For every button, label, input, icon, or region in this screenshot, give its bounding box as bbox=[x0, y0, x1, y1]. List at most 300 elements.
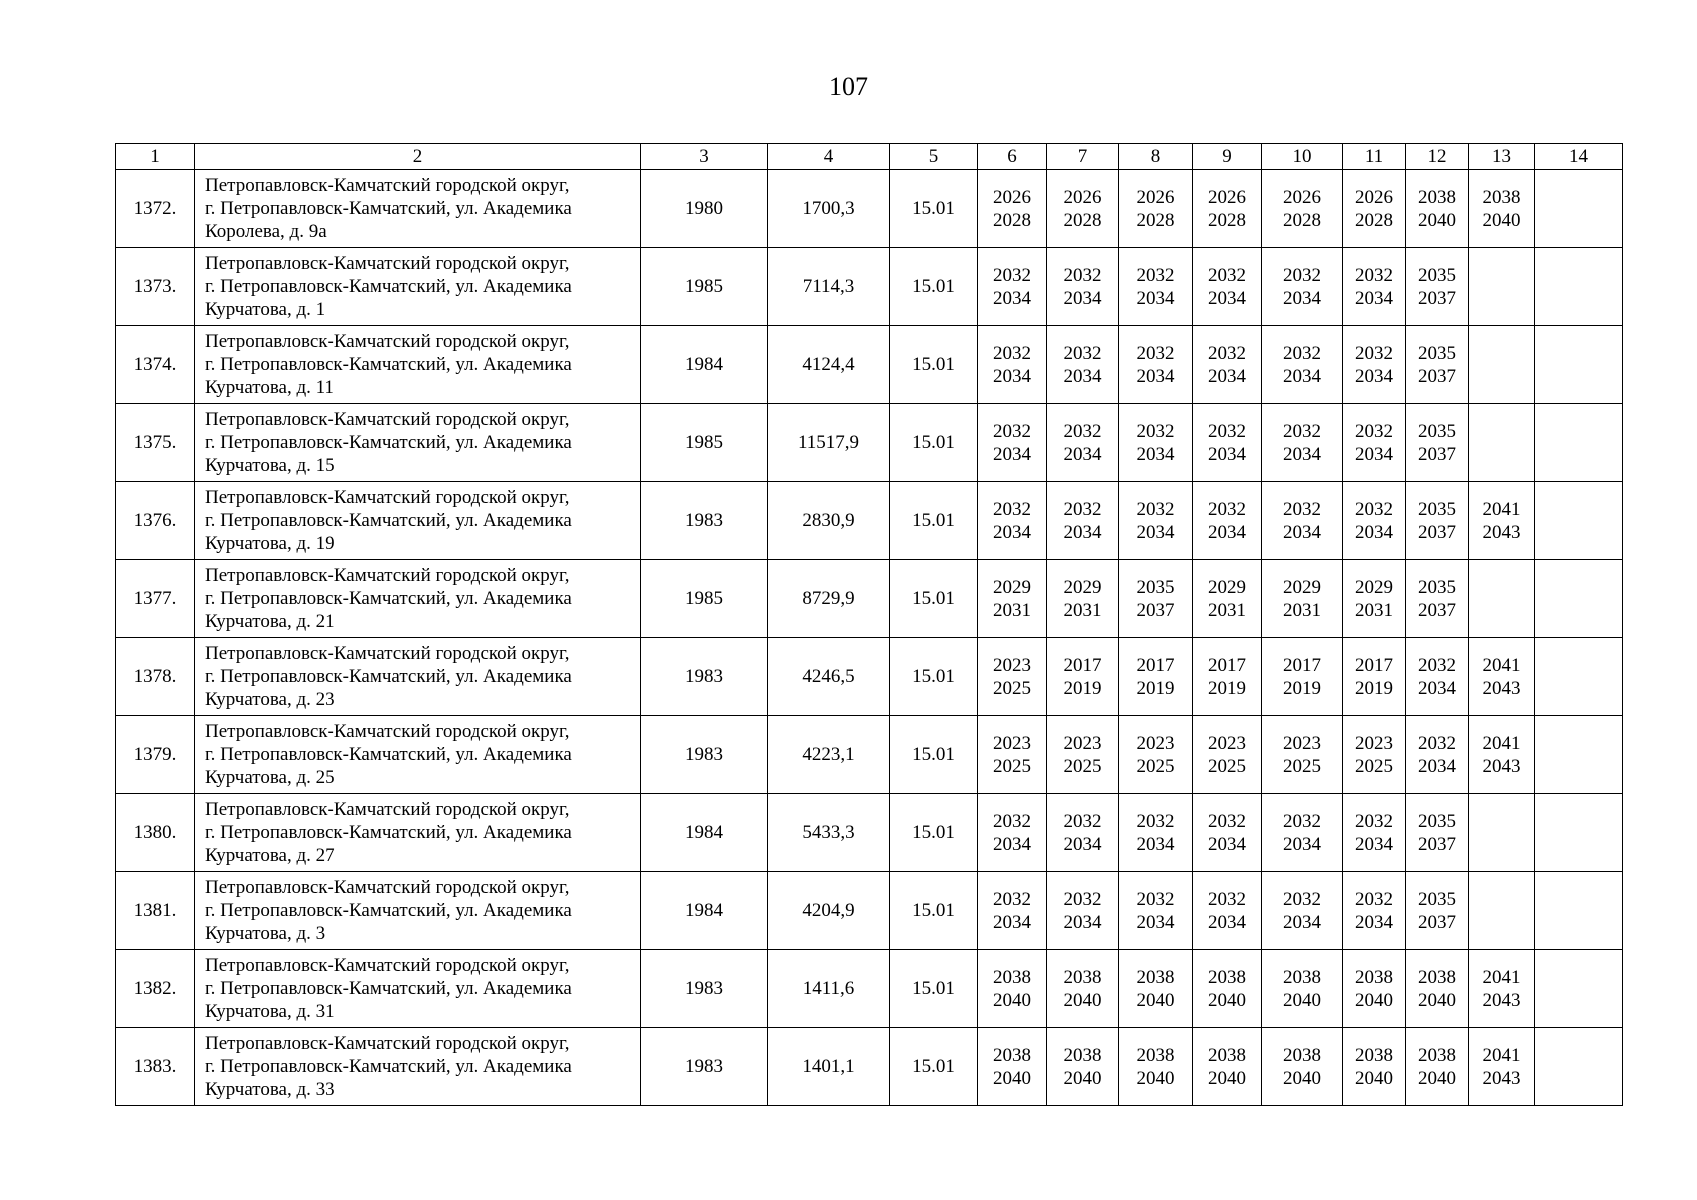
period-end: 2034 bbox=[1283, 287, 1321, 309]
period-cell bbox=[1193, 404, 1262, 482]
column-header: 9 bbox=[1193, 144, 1262, 170]
period-cell bbox=[978, 638, 1047, 716]
period-end: 2019 bbox=[1208, 677, 1246, 699]
period-cell bbox=[1343, 794, 1406, 872]
area-value: 2830,9 bbox=[768, 482, 890, 560]
table-row bbox=[116, 872, 1623, 950]
period-cell bbox=[1119, 482, 1193, 560]
table-row bbox=[116, 638, 1623, 716]
period-end: 2034 bbox=[1208, 911, 1246, 933]
period-start: 2038 bbox=[1208, 966, 1246, 988]
column-header: 7 bbox=[1047, 144, 1119, 170]
period-start: 2029 bbox=[993, 576, 1031, 598]
address-line: г. Петропавловск-Камчатский, ул. Академика bbox=[205, 432, 572, 453]
area-value: 1411,6 bbox=[768, 950, 890, 1028]
period-cell bbox=[1469, 560, 1535, 638]
build-year: 1983 bbox=[641, 638, 768, 716]
period-cell bbox=[1119, 326, 1193, 404]
period-start: 2038 bbox=[1355, 966, 1393, 988]
column-header: 2 bbox=[195, 144, 641, 170]
build-year: 1984 bbox=[641, 326, 768, 404]
period-end: 2034 bbox=[1136, 521, 1175, 543]
code-value: 15.01 bbox=[890, 248, 978, 326]
period-start: 2026 bbox=[1136, 186, 1175, 208]
period-end: 2034 bbox=[1418, 755, 1456, 777]
period-end: 2034 bbox=[993, 443, 1031, 465]
period-cell bbox=[978, 716, 1047, 794]
period-cell bbox=[1193, 248, 1262, 326]
period-start: 2032 bbox=[993, 342, 1031, 364]
build-year: 1984 bbox=[641, 794, 768, 872]
period-cell bbox=[1119, 248, 1193, 326]
period-cell bbox=[1535, 248, 1623, 326]
period-end: 2025 bbox=[1136, 755, 1175, 777]
period-start: 2041 bbox=[1482, 654, 1521, 676]
period-end: 2034 bbox=[1418, 677, 1456, 699]
period-start: 2032 bbox=[1063, 264, 1102, 286]
area-value: 8729,9 bbox=[768, 560, 890, 638]
period-end: 2028 bbox=[1283, 209, 1321, 231]
period-cell bbox=[1193, 638, 1262, 716]
period-cell bbox=[1119, 560, 1193, 638]
period-start: 2026 bbox=[1208, 186, 1246, 208]
period-cell bbox=[1406, 950, 1469, 1028]
table-row bbox=[116, 404, 1623, 482]
code-value: 15.01 bbox=[890, 482, 978, 560]
period-start: 2032 bbox=[993, 498, 1031, 520]
period-cell bbox=[1193, 170, 1262, 248]
period-start: 2026 bbox=[1355, 186, 1393, 208]
period-start: 2035 bbox=[1418, 810, 1456, 832]
address-line: Петропавловск-Камчатский городской округ, bbox=[205, 1033, 570, 1054]
period-start: 2032 bbox=[1136, 498, 1175, 520]
address-cell bbox=[195, 170, 641, 248]
period-cell bbox=[1047, 170, 1119, 248]
period-start: 2032 bbox=[1208, 342, 1246, 364]
period-cell bbox=[1262, 716, 1343, 794]
period-end: 2028 bbox=[993, 209, 1031, 231]
period-end: 2034 bbox=[993, 521, 1031, 543]
period-cell bbox=[1343, 1028, 1406, 1106]
period-start: 2041 bbox=[1482, 498, 1521, 520]
period-end: 2025 bbox=[1063, 755, 1102, 777]
period-end: 2040 bbox=[1355, 989, 1393, 1011]
address-line: г. Петропавловск-Камчатский, ул. Академика bbox=[205, 666, 572, 687]
period-start: 2032 bbox=[993, 810, 1031, 832]
column-header: 13 bbox=[1469, 144, 1535, 170]
period-end: 2037 bbox=[1418, 365, 1456, 387]
period-cell bbox=[1119, 1028, 1193, 1106]
period-cell bbox=[1469, 326, 1535, 404]
address-line: г. Петропавловск-Камчатский, ул. Академика bbox=[205, 900, 572, 921]
address-line: Петропавловск-Камчатский городской округ, bbox=[205, 253, 570, 274]
period-cell bbox=[1119, 794, 1193, 872]
code-value: 15.01 bbox=[890, 326, 978, 404]
period-start: 2038 bbox=[1136, 1044, 1175, 1066]
period-start: 2032 bbox=[1208, 888, 1246, 910]
period-start: 2038 bbox=[1208, 1044, 1246, 1066]
period-start: 2035 bbox=[1418, 888, 1456, 910]
build-year: 1985 bbox=[641, 248, 768, 326]
period-start: 2032 bbox=[1136, 810, 1175, 832]
period-end: 2040 bbox=[1418, 1067, 1456, 1089]
period-start: 2032 bbox=[1208, 264, 1246, 286]
code-value: 15.01 bbox=[890, 170, 978, 248]
row-number: 1378. bbox=[116, 638, 195, 716]
period-cell bbox=[1119, 950, 1193, 1028]
period-cell bbox=[1469, 170, 1535, 248]
address-line: Королева, д. 9а bbox=[205, 221, 327, 242]
period-cell bbox=[1406, 170, 1469, 248]
period-cell bbox=[1262, 638, 1343, 716]
row-number: 1383. bbox=[116, 1028, 195, 1106]
period-end: 2034 bbox=[1063, 833, 1102, 855]
period-end: 2040 bbox=[1136, 1067, 1175, 1089]
period-end: 2034 bbox=[1355, 833, 1393, 855]
period-start: 2017 bbox=[1208, 654, 1246, 676]
period-start: 2035 bbox=[1418, 342, 1456, 364]
period-cell bbox=[1119, 404, 1193, 482]
period-end: 2040 bbox=[1283, 1067, 1321, 1089]
row-number: 1376. bbox=[116, 482, 195, 560]
period-start: 2032 bbox=[1355, 264, 1393, 286]
code-value: 15.01 bbox=[890, 1028, 978, 1106]
column-header: 1 bbox=[116, 144, 195, 170]
period-end: 2034 bbox=[1063, 521, 1102, 543]
build-year: 1985 bbox=[641, 404, 768, 482]
area-value: 4223,1 bbox=[768, 716, 890, 794]
period-cell bbox=[1469, 716, 1535, 794]
address-line: Курчатова, д. 11 bbox=[205, 377, 334, 398]
period-start: 2032 bbox=[1136, 342, 1175, 364]
period-cell bbox=[978, 404, 1047, 482]
period-end: 2034 bbox=[1355, 443, 1393, 465]
period-cell bbox=[1119, 638, 1193, 716]
period-end: 2025 bbox=[993, 677, 1031, 699]
period-start: 2032 bbox=[1355, 810, 1393, 832]
period-end: 2025 bbox=[993, 755, 1031, 777]
period-start: 2035 bbox=[1418, 264, 1456, 286]
period-start: 2023 bbox=[1208, 732, 1246, 754]
period-cell bbox=[1406, 716, 1469, 794]
row-number: 1375. bbox=[116, 404, 195, 482]
table-body bbox=[116, 170, 1623, 1106]
period-start: 2038 bbox=[1136, 966, 1175, 988]
period-start: 2032 bbox=[1283, 498, 1321, 520]
address-line: Петропавловск-Камчатский городской округ, bbox=[205, 175, 570, 196]
period-cell bbox=[1193, 950, 1262, 1028]
period-start: 2035 bbox=[1418, 498, 1456, 520]
period-cell bbox=[1535, 404, 1623, 482]
period-cell bbox=[1193, 1028, 1262, 1106]
period-end: 2034 bbox=[1136, 911, 1175, 933]
table-row bbox=[116, 482, 1623, 560]
address-line: Курчатова, д. 19 bbox=[205, 533, 335, 554]
period-start: 2032 bbox=[1355, 888, 1393, 910]
period-cell bbox=[1193, 482, 1262, 560]
period-start: 2038 bbox=[1355, 1044, 1393, 1066]
period-cell bbox=[1193, 326, 1262, 404]
column-header: 5 bbox=[890, 144, 978, 170]
period-cell bbox=[1262, 950, 1343, 1028]
period-start: 2017 bbox=[1355, 654, 1393, 676]
period-start: 2038 bbox=[1418, 966, 1456, 988]
address-cell bbox=[195, 248, 641, 326]
period-end: 2034 bbox=[1136, 833, 1175, 855]
period-end: 2034 bbox=[1283, 443, 1321, 465]
period-start: 2023 bbox=[993, 732, 1031, 754]
period-cell bbox=[1193, 716, 1262, 794]
address-line: Курчатова, д. 3 bbox=[205, 923, 326, 944]
period-cell bbox=[1193, 560, 1262, 638]
column-header: 8 bbox=[1119, 144, 1193, 170]
period-end: 2025 bbox=[1283, 755, 1321, 777]
code-value: 15.01 bbox=[890, 872, 978, 950]
period-end: 2034 bbox=[1355, 521, 1393, 543]
period-start: 2038 bbox=[1482, 186, 1521, 208]
period-cell bbox=[1535, 950, 1623, 1028]
build-year: 1985 bbox=[641, 560, 768, 638]
period-end: 2040 bbox=[1283, 989, 1321, 1011]
period-start: 2029 bbox=[1063, 576, 1102, 598]
period-cell bbox=[1406, 404, 1469, 482]
area-value: 5433,3 bbox=[768, 794, 890, 872]
period-end: 2043 bbox=[1482, 677, 1521, 699]
period-start: 2026 bbox=[1283, 186, 1321, 208]
period-end: 2040 bbox=[1482, 209, 1521, 231]
row-number: 1372. bbox=[116, 170, 195, 248]
period-start: 2032 bbox=[1063, 888, 1102, 910]
period-cell bbox=[1406, 482, 1469, 560]
period-end: 2034 bbox=[1283, 521, 1321, 543]
period-cell bbox=[1119, 872, 1193, 950]
period-start: 2032 bbox=[1063, 420, 1102, 442]
period-end: 2031 bbox=[1063, 599, 1102, 621]
period-end: 2043 bbox=[1482, 755, 1521, 777]
period-end: 2031 bbox=[993, 599, 1031, 621]
period-cell bbox=[1535, 794, 1623, 872]
address-line: г. Петропавловск-Камчатский, ул. Академика bbox=[205, 276, 572, 297]
period-cell bbox=[1469, 638, 1535, 716]
period-cell bbox=[1343, 716, 1406, 794]
period-start: 2038 bbox=[1418, 186, 1456, 208]
period-cell bbox=[1406, 326, 1469, 404]
period-end: 2034 bbox=[1208, 287, 1246, 309]
period-cell bbox=[1047, 326, 1119, 404]
period-cell bbox=[1047, 716, 1119, 794]
period-cell bbox=[1343, 326, 1406, 404]
address-cell bbox=[195, 560, 641, 638]
period-start: 2032 bbox=[1063, 342, 1102, 364]
period-start: 2032 bbox=[993, 888, 1031, 910]
period-start: 2026 bbox=[1063, 186, 1102, 208]
address-line: г. Петропавловск-Камчатский, ул. Академика bbox=[205, 1056, 572, 1077]
build-year: 1983 bbox=[641, 482, 768, 560]
period-cell bbox=[1469, 404, 1535, 482]
period-cell bbox=[1406, 1028, 1469, 1106]
period-start: 2026 bbox=[993, 186, 1031, 208]
period-end: 2028 bbox=[1063, 209, 1102, 231]
period-cell bbox=[978, 1028, 1047, 1106]
period-cell bbox=[1406, 872, 1469, 950]
period-start: 2032 bbox=[1208, 420, 1246, 442]
period-end: 2037 bbox=[1418, 521, 1456, 543]
build-year: 1980 bbox=[641, 170, 768, 248]
area-value: 1401,1 bbox=[768, 1028, 890, 1106]
period-start: 2032 bbox=[1283, 420, 1321, 442]
row-number: 1382. bbox=[116, 950, 195, 1028]
period-end: 2019 bbox=[1136, 677, 1175, 699]
address-line: Курчатова, д. 21 bbox=[205, 611, 335, 632]
period-end: 2034 bbox=[1355, 365, 1393, 387]
period-end: 2034 bbox=[1283, 911, 1321, 933]
address-cell bbox=[195, 716, 641, 794]
address-cell bbox=[195, 638, 641, 716]
period-cell bbox=[1262, 482, 1343, 560]
period-cell bbox=[1119, 716, 1193, 794]
period-start: 2032 bbox=[1136, 420, 1175, 442]
period-cell bbox=[1535, 638, 1623, 716]
address-line: Курчатова, д. 33 bbox=[205, 1079, 335, 1100]
period-cell bbox=[1047, 482, 1119, 560]
period-start: 2032 bbox=[1418, 654, 1456, 676]
address-line: Петропавловск-Камчатский городской округ, bbox=[205, 877, 570, 898]
code-value: 15.01 bbox=[890, 638, 978, 716]
column-header: 10 bbox=[1262, 144, 1343, 170]
period-cell bbox=[1343, 170, 1406, 248]
column-header: 11 bbox=[1343, 144, 1406, 170]
period-start: 2032 bbox=[1283, 342, 1321, 364]
address-line: г. Петропавловск-Камчатский, ул. Академика bbox=[205, 198, 572, 219]
period-start: 2023 bbox=[993, 654, 1031, 676]
address-line: г. Петропавловск-Камчатский, ул. Академика bbox=[205, 744, 572, 765]
period-cell bbox=[1535, 326, 1623, 404]
period-cell bbox=[1343, 560, 1406, 638]
address-line: г. Петропавловск-Камчатский, ул. Академика bbox=[205, 510, 572, 531]
period-end: 2034 bbox=[1063, 287, 1102, 309]
period-end: 2037 bbox=[1418, 443, 1456, 465]
period-end: 2034 bbox=[993, 365, 1031, 387]
address-line: Петропавловск-Камчатский городской округ, bbox=[205, 487, 570, 508]
period-end: 2040 bbox=[1208, 1067, 1246, 1089]
period-cell bbox=[1406, 794, 1469, 872]
address-line: Петропавловск-Камчатский городской округ, bbox=[205, 955, 570, 976]
period-cell bbox=[1262, 1028, 1343, 1106]
period-end: 2034 bbox=[1136, 365, 1175, 387]
period-end: 2019 bbox=[1355, 677, 1393, 699]
period-start: 2038 bbox=[1063, 966, 1102, 988]
period-end: 2031 bbox=[1283, 599, 1321, 621]
area-value: 4246,5 bbox=[768, 638, 890, 716]
period-cell bbox=[1343, 248, 1406, 326]
period-end: 2034 bbox=[1063, 443, 1102, 465]
period-start: 2041 bbox=[1482, 732, 1521, 754]
period-end: 2037 bbox=[1418, 287, 1456, 309]
period-end: 2034 bbox=[1063, 911, 1102, 933]
address-line: Петропавловск-Камчатский городской округ, bbox=[205, 643, 570, 664]
address-cell bbox=[195, 794, 641, 872]
period-cell bbox=[1262, 404, 1343, 482]
period-start: 2038 bbox=[1063, 1044, 1102, 1066]
period-start: 2041 bbox=[1482, 966, 1521, 988]
period-cell bbox=[1047, 794, 1119, 872]
address-line: Курчатова, д. 27 bbox=[205, 845, 335, 866]
period-end: 2034 bbox=[993, 833, 1031, 855]
period-end: 2034 bbox=[1136, 287, 1175, 309]
period-start: 2032 bbox=[993, 420, 1031, 442]
period-end: 2028 bbox=[1355, 209, 1393, 231]
period-start: 2032 bbox=[993, 264, 1031, 286]
period-cell bbox=[978, 170, 1047, 248]
period-end: 2034 bbox=[1283, 365, 1321, 387]
period-cell bbox=[978, 560, 1047, 638]
period-end: 2034 bbox=[1208, 521, 1246, 543]
address-line: г. Петропавловск-Камчатский, ул. Академика bbox=[205, 978, 572, 999]
period-cell bbox=[1469, 248, 1535, 326]
period-cell bbox=[1343, 404, 1406, 482]
period-end: 2028 bbox=[1208, 209, 1246, 231]
area-value: 4124,4 bbox=[768, 326, 890, 404]
period-start: 2032 bbox=[1063, 498, 1102, 520]
column-number-row bbox=[116, 144, 1623, 170]
address-cell bbox=[195, 872, 641, 950]
address-line: Петропавловск-Камчатский городской округ, bbox=[205, 409, 570, 430]
address-line: Петропавловск-Камчатский городской округ, bbox=[205, 565, 570, 586]
period-cell bbox=[1343, 638, 1406, 716]
period-cell bbox=[1535, 482, 1623, 560]
period-cell bbox=[1047, 638, 1119, 716]
period-cell bbox=[1406, 560, 1469, 638]
period-cell bbox=[1262, 872, 1343, 950]
period-start: 2032 bbox=[1063, 810, 1102, 832]
period-end: 2025 bbox=[1355, 755, 1393, 777]
period-end: 2040 bbox=[1418, 989, 1456, 1011]
period-end: 2040 bbox=[1208, 989, 1246, 1011]
table-row bbox=[116, 794, 1623, 872]
period-start: 2038 bbox=[1283, 1044, 1321, 1066]
period-cell bbox=[978, 794, 1047, 872]
period-cell bbox=[1343, 950, 1406, 1028]
period-cell bbox=[1262, 560, 1343, 638]
period-start: 2032 bbox=[1208, 810, 1246, 832]
table-row bbox=[116, 560, 1623, 638]
table-row bbox=[116, 716, 1623, 794]
period-end: 2034 bbox=[1208, 833, 1246, 855]
period-cell bbox=[1469, 872, 1535, 950]
period-end: 2037 bbox=[1418, 911, 1456, 933]
period-start: 2038 bbox=[993, 966, 1031, 988]
row-number: 1374. bbox=[116, 326, 195, 404]
period-start: 2032 bbox=[1136, 264, 1175, 286]
period-start: 2038 bbox=[1283, 966, 1321, 988]
period-start: 2032 bbox=[1418, 732, 1456, 754]
period-start: 2032 bbox=[1355, 342, 1393, 364]
period-cell bbox=[1469, 482, 1535, 560]
period-start: 2029 bbox=[1208, 576, 1246, 598]
address-line: Курчатова, д. 15 bbox=[205, 455, 335, 476]
period-end: 2043 bbox=[1482, 521, 1521, 543]
period-start: 2035 bbox=[1418, 576, 1456, 598]
period-start: 2023 bbox=[1136, 732, 1175, 754]
row-number: 1379. bbox=[116, 716, 195, 794]
build-year: 1983 bbox=[641, 950, 768, 1028]
period-start: 2032 bbox=[1355, 420, 1393, 442]
period-start: 2029 bbox=[1283, 576, 1321, 598]
period-start: 2038 bbox=[1418, 1044, 1456, 1066]
period-cell bbox=[1047, 950, 1119, 1028]
period-end: 2037 bbox=[1136, 599, 1175, 621]
address-line: г. Петропавловск-Камчатский, ул. Академика bbox=[205, 354, 572, 375]
